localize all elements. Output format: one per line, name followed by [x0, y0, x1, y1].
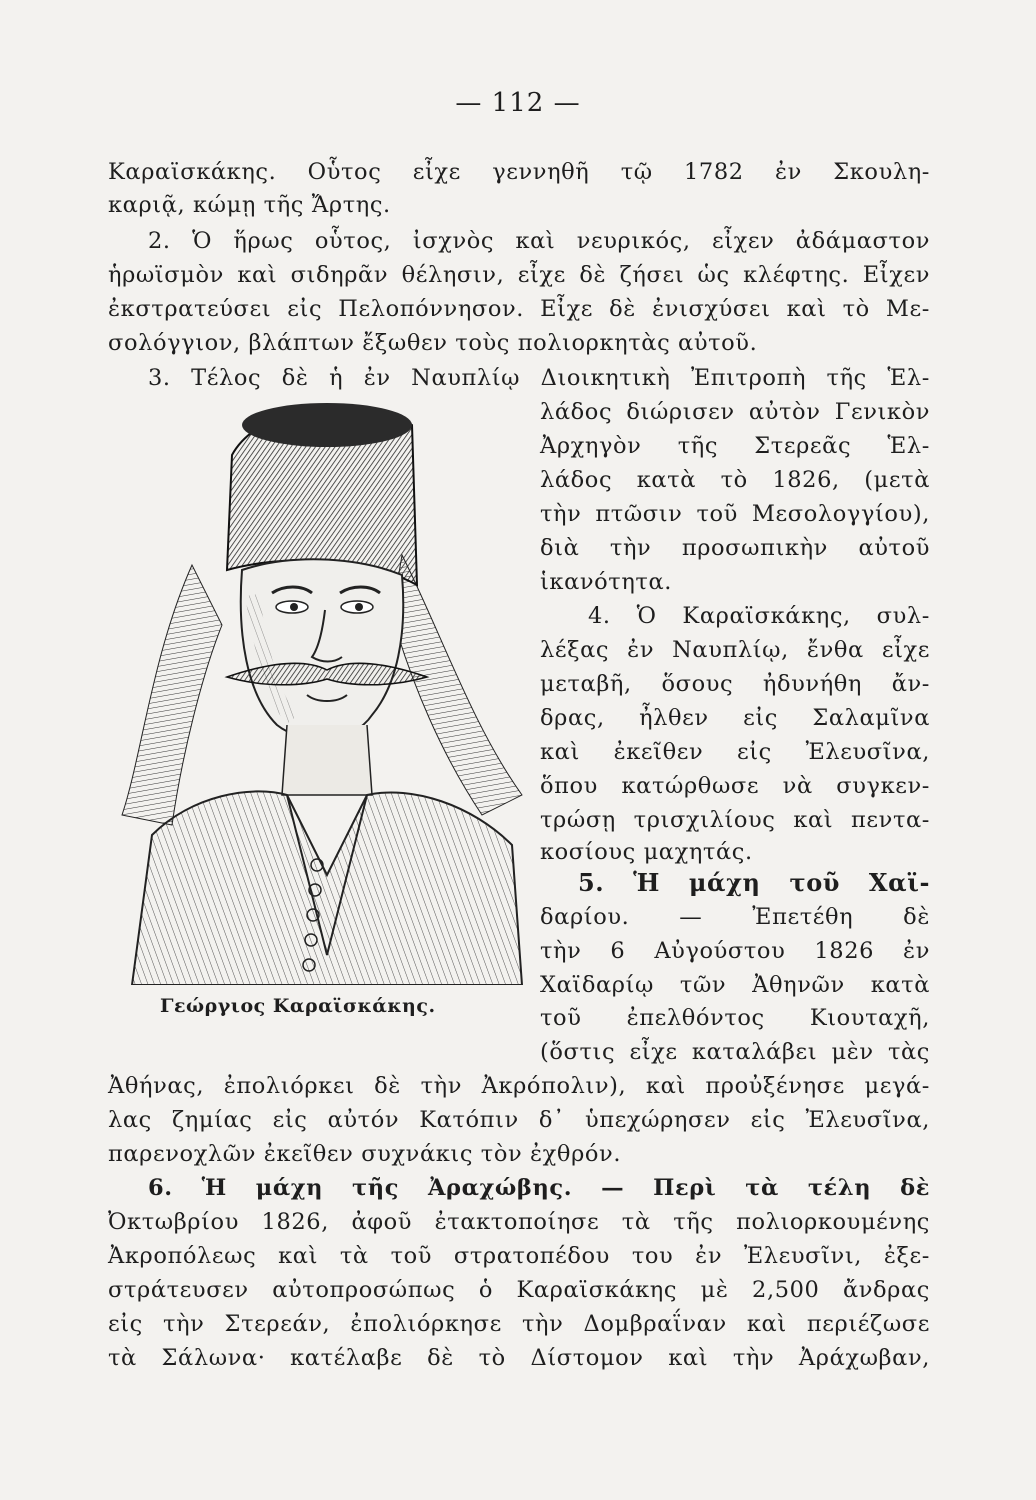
- text-line: λέξας ἐν Ναυπλίῳ, ἔνθα εἶχε: [540, 637, 930, 663]
- text-line: τρώσῃ τρισχιλίους καὶ πεντα-: [540, 807, 930, 833]
- text-line: 3. Τέλος δὲ ἡ ἐν Ναυπλίῳ Διοικητικὴ Ἐπιτροπὴ τῆς Ἑλ-: [148, 365, 930, 391]
- section-heading: 5. Ἡ μάχη τοῦ Χαϊ-: [578, 868, 930, 897]
- text-line: τὴν 6 Αὐγούστου 1826 ἐν: [540, 938, 930, 964]
- text-line: Ἀθήνας, ἐπολιόρκει δὲ τὴν Ἀκρόπολιν), καὶ προὐξένησε μεγά-: [108, 1073, 930, 1099]
- text-line: ὅπου κατώρθωσε νὰ συγκεν-: [540, 773, 930, 799]
- page-number: — 112 —: [455, 88, 581, 118]
- text-line: 4. Ὁ Καραϊσκάκης, συλ-: [588, 603, 930, 629]
- text-line: Καραϊσκάκης. Οὗτος εἶχε γεννηθῆ τῷ 1782 ἐν Σκουλη-: [108, 159, 930, 185]
- text-line: λας ζημίας εἰς αὐτόν Κατόπιν δ᾽ ὑπεχώρησεν εἰς Ἐλευσῖνα,: [108, 1107, 930, 1133]
- text-line: τὴν πτῶσιν τοῦ Μεσολογγίου),: [540, 501, 930, 527]
- text-line: καὶ ἐκεῖθεν εἰς Ἐλευσῖνα,: [540, 739, 930, 765]
- text-line: λάδος διώρισεν αὐτὸν Γενικὸν: [540, 399, 930, 425]
- text-line: παρενοχλῶν ἐκεῖθεν συχνάκις τὸν ἐχθρόν.: [108, 1141, 622, 1167]
- text-line: στράτευσεν αὐτοπροσώπως ὁ Καραϊσκάκης μὲ 2,500 ἄνδρας: [108, 1277, 930, 1303]
- text-line: κοσίους μαχητάς.: [540, 839, 753, 865]
- text-line: καριᾷ, κώμῃ τῆς Ἄρτης.: [108, 192, 391, 218]
- text-line: Ἀρχηγὸν τῆς Στερεᾶς Ἑλ-: [540, 433, 930, 459]
- text-line: Χαϊδαρίῳ τῶν Ἀθηνῶν κατὰ: [540, 972, 930, 998]
- text-line: μεταβῆ, ὅσους ἠδυνήθη ἄν-: [540, 671, 930, 697]
- text-line: 2. Ὁ ἥρως οὗτος, ἰσχνὸς καὶ νευρικός, εἶχεν ἀδάμαστον: [148, 228, 930, 254]
- text-line: ἐκστρατεύσει εἰς Πελοπόννησον. Εἶχε δὲ ἐνισχύσει καὶ τὸ Με-: [108, 296, 930, 322]
- portrait-engraving: [112, 395, 532, 985]
- text-line: τὰ Σάλωνα· κατέλαβε δὲ τὸ Δίστομον καὶ τὴν Ἀράχωβαν,: [108, 1345, 930, 1371]
- text-line: εἰς τὴν Στερεάν, ἐπολιόρκησε τὴν Δομβραΐναν καὶ περιέζωσε: [108, 1311, 930, 1337]
- text-line: διὰ τὴν προσωπικὴν αὐτοῦ: [540, 535, 930, 561]
- text-line: δαρίου. — Ἐπετέθη δὲ: [540, 904, 930, 930]
- text-line: τοῦ ἐπελθόντος Κιουταχῆ,: [540, 1005, 930, 1031]
- text-line: ἡρωϊσμὸν καὶ σιδηρᾶν θέλησιν, εἶχε δὲ ζήσει ὡς κλέφτης. Εἶχεν: [108, 262, 930, 288]
- text-line: Ἀκροπόλεως καὶ τὰ τοῦ στρατοπέδου του ἐν Ἐλευσῖνι, ἐξε-: [108, 1243, 930, 1269]
- text-line: δρας, ἦλθεν εἰς Σαλαμῖνα: [540, 705, 930, 731]
- portrait-caption: Γεώργιος Καραϊσκάκης.: [160, 995, 436, 1017]
- text-line: ἱκανότητα.: [540, 569, 673, 595]
- text-line: σολόγγιον, βλάπτων ἔξωθεν τοὺς πολιορκητὰς αὐτοῦ.: [108, 330, 758, 356]
- text-line: λάδος κατὰ τὸ 1826, (μετὰ: [540, 467, 930, 493]
- text-line: Ὀκτωβρίου 1826, ἀφοῦ ἐτακτοποίησε τὰ τῆς πολιορκουμένης: [108, 1209, 930, 1235]
- text-line: (ὅστις εἶχε καταλάβει μὲν τὰς: [540, 1039, 930, 1065]
- section-heading: 6. Ἡ μάχη τῆς Ἀραχώβης. — Περὶ τὰ τέλη δὲ: [148, 1175, 930, 1201]
